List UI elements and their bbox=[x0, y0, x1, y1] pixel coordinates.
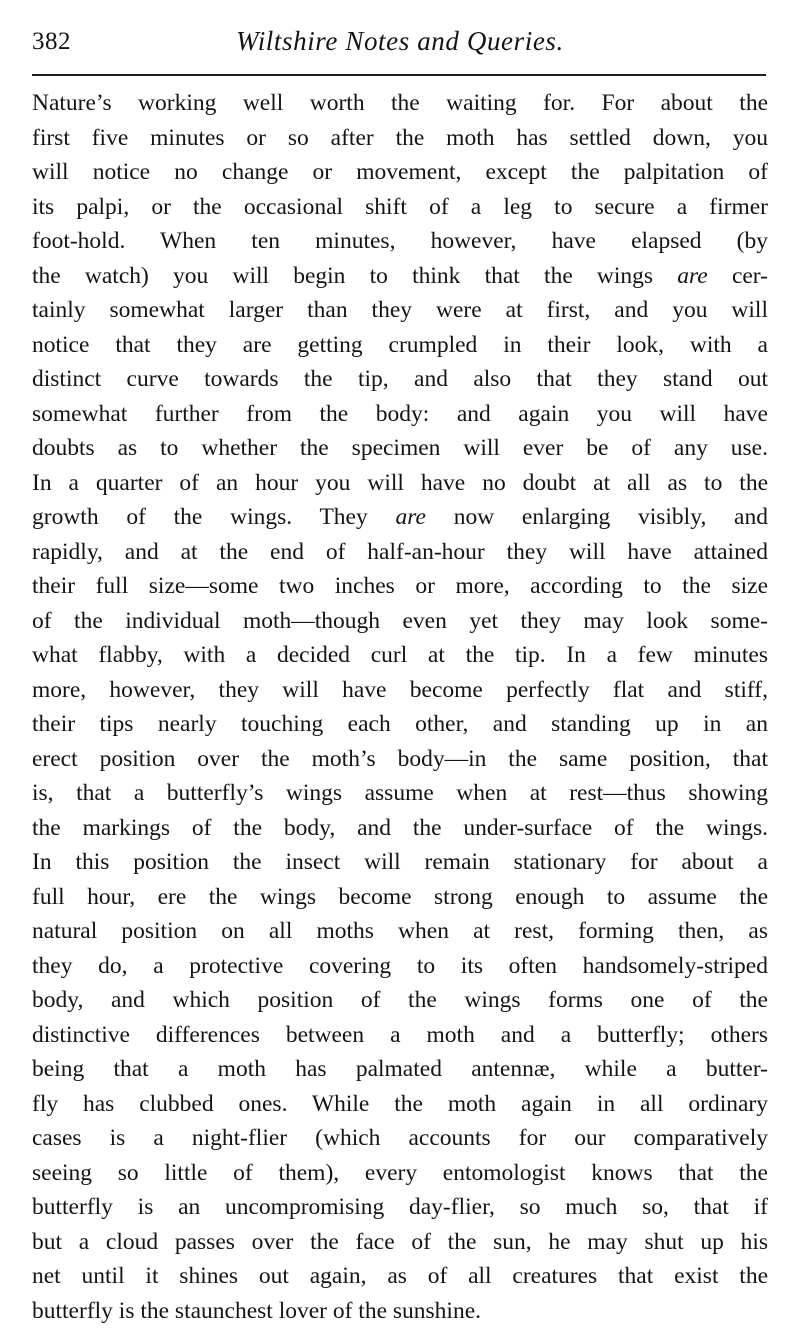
text-line: fly has clubbed ones. While the moth again in all ordinary bbox=[32, 1090, 768, 1117]
text-line: tainly somewhat larger than they were at first, and you will bbox=[32, 297, 768, 323]
text-line: seeing so little of them), every entomologist knows that the bbox=[32, 1159, 768, 1186]
journal-title: Wiltshire Notes and Queries. bbox=[236, 26, 564, 56]
text-run: now enlarging visibly, and bbox=[425, 504, 768, 530]
text-line: their tips nearly touching each other, and standing up in an bbox=[32, 711, 768, 737]
text-line: of the individual moth—though even yet they may look some- bbox=[32, 607, 768, 634]
header-rule bbox=[32, 74, 766, 76]
text-line: its palpi, or the occasional shift of a leg to secure a firmer bbox=[32, 193, 768, 220]
text-line: their full size—some two inches or more, according to the size bbox=[32, 573, 768, 599]
text-line: doubts as to whether the specimen will ever be of any use. bbox=[32, 435, 768, 461]
running-head bbox=[32, 22, 768, 62]
text-run: growth of the wings. They bbox=[32, 504, 396, 530]
body-paragraph bbox=[32, 86, 768, 1328]
text-line: but a cloud passes over the face of the sun, he may shut up his bbox=[32, 1228, 768, 1255]
emphasis-word: are bbox=[677, 262, 708, 289]
text-line: distinctive differences between a moth and a butterfly; others bbox=[32, 1021, 768, 1048]
text-line: butterfly is an uncompromising day-flier, so much so, that if bbox=[32, 1194, 768, 1220]
text-line: full hour, ere the wings become strong enough to assume the bbox=[32, 883, 768, 910]
text-line: being that a moth has palmated antennæ, while a butter- bbox=[32, 1056, 768, 1082]
text-line: erect position over the moth’s body—in the same position, that bbox=[32, 745, 768, 772]
text-line: the markings of the body, and the under-surface of the wings. bbox=[32, 814, 768, 841]
text-line: In a quarter of an hour you will have no doubt at all as to the bbox=[32, 469, 768, 496]
text-line: body, and which position of the wings forms one of the bbox=[32, 987, 768, 1013]
text-line: butterfly is the staunchest lover of the sunshine. bbox=[32, 1297, 482, 1324]
text-line: somewhat further from the body: and again you will have bbox=[32, 400, 768, 427]
text-line: Nature’s working well worth the waiting for. For about the bbox=[32, 90, 768, 116]
text-line bbox=[32, 500, 768, 535]
text-line: notice that they are getting crumpled in their look, with a bbox=[32, 331, 768, 358]
text-line: distinct curve towards the tip, and also that they stand out bbox=[32, 366, 768, 392]
text-line: net until it shines out again, as of all creatures that exist the bbox=[32, 1263, 768, 1289]
text-line: they do, a protective covering to its often handsomely-striped bbox=[32, 952, 768, 979]
emphasis-word: are bbox=[395, 504, 426, 530]
text-run: cer- bbox=[707, 262, 768, 289]
text-line: what flabby, with a decided curl at the tip. In a few minutes bbox=[32, 642, 768, 668]
text-run: the watch) you will begin to think that the wings bbox=[32, 262, 678, 289]
page-number: 382 bbox=[32, 28, 71, 55]
text-line: more, however, they will have become perfectly flat and stiff, bbox=[32, 676, 768, 703]
text-line: rapidly, and at the end of half-an-hour they will have attained bbox=[32, 538, 768, 565]
text-line: foot-hold. When ten minutes, however, have elapsed (by bbox=[32, 228, 768, 254]
text-line: cases is a night-flier (which accounts for our comparatively bbox=[32, 1125, 768, 1151]
text-line: first five minutes or so after the moth has settled down, you bbox=[32, 124, 768, 151]
text-line: will notice no change or movement, except the palpitation of bbox=[32, 159, 768, 185]
text-line: natural position on all moths when at rest, forming then, as bbox=[32, 918, 768, 944]
text-line bbox=[32, 259, 768, 294]
text-line: is, that a butterfly’s wings assume when at rest—thus showing bbox=[32, 780, 768, 806]
text-line: In this position the insect will remain stationary for about a bbox=[32, 849, 768, 875]
